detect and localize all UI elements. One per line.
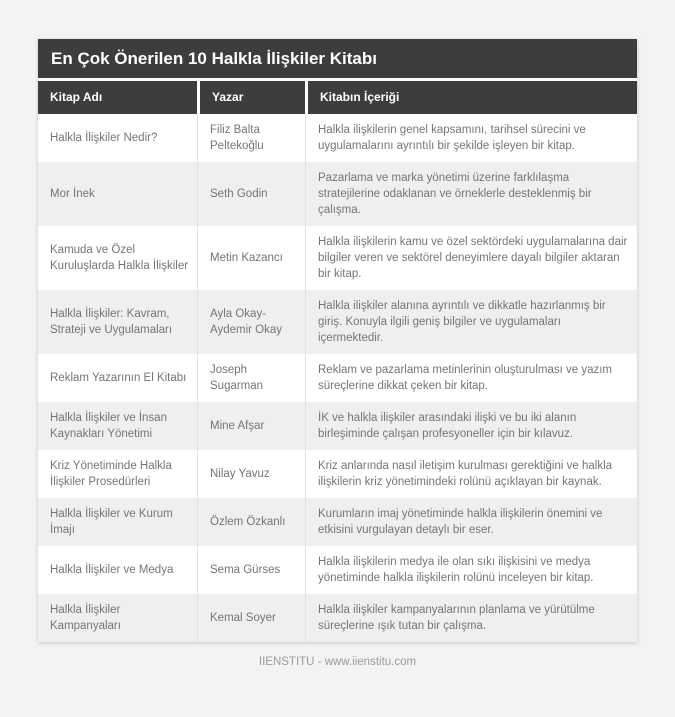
book-title-cell: Halkla İlişkiler: Kavram, Strateji ve Uygulamaları	[50, 308, 173, 336]
author-cell: Ayla Okay-Aydemir Okay	[197, 290, 305, 354]
table-row	[38, 162, 637, 226]
table-row	[38, 498, 637, 546]
table-row	[38, 290, 637, 354]
book-title-cell: Halkla İlişkiler ve Medya	[50, 564, 174, 576]
author-cell: Sema Gürses	[197, 546, 305, 594]
content-cell: Kriz anlarında nasıl iletişim kurulması gerektiğini ve halkla ilişkilerin kriz yönetimindeki rolünü açıklayan bir kaynak.	[305, 450, 637, 498]
book-table-card	[38, 39, 637, 642]
book-title-cell: Kamuda ve Özel Kuruluşlarda Halkla İlişkiler	[50, 244, 189, 272]
author-cell: Nilay Yavuz	[197, 450, 305, 498]
book-title-cell: Halkla İlişkiler ve Kurum İmajı	[50, 508, 173, 536]
column-header-kitap-adi: Kitap Adı	[38, 81, 197, 114]
table-row	[38, 594, 637, 642]
table-row	[38, 114, 637, 162]
table-row	[38, 226, 637, 290]
table-row	[38, 354, 637, 402]
author-cell: Kemal Soyer	[197, 594, 305, 642]
author-cell: Joseph Sugarman	[197, 354, 305, 402]
book-title-cell: Halkla İlişkiler Nedir?	[50, 132, 158, 144]
author-cell: Özlem Özkanlı	[197, 498, 305, 546]
content-cell: Reklam ve pazarlama metinlerinin oluşturulması ve yazım süreçlerine dikkat çeken bir kitap.	[305, 354, 637, 402]
footer-branding: IIENSTITU - www.iienstitu.com	[258, 656, 417, 668]
content-cell: Halkla ilişkilerin genel kapsamını, tarihsel sürecini ve uygulamalarını ayrıntılı bir şekilde işleyen bir kitap.	[305, 114, 637, 162]
content-cell: Halkla ilişkilerin kamu ve özel sektördeki uygulamalarına dair bilgiler veren ve sektörel deneyimlere dayalı bilgiler aktaran bir kitap.	[305, 226, 637, 290]
author-cell: Seth Godin	[197, 162, 305, 226]
author-cell: Mine Afşar	[197, 402, 305, 450]
content-cell: Kurumların imaj yönetiminde halkla ilişkilerin önemini ve etkisini vurgulayan detaylı bir eser.	[305, 498, 637, 546]
table-title: En Çok Önerilen 10 Halkla İlişkiler Kitabı	[38, 39, 637, 81]
content-cell: Halkla ilişkilerin medya ile olan sıkı ilişkisini ve medya yönetiminde halkla ilişkilerin rolünü inceleyen bir kitap.	[305, 546, 637, 594]
table-row	[38, 546, 637, 594]
book-title-cell: Reklam Yazarının El Kitabı	[50, 372, 187, 384]
book-title-cell: Kriz Yönetiminde Halkla İlişkiler Prosedürleri	[50, 460, 172, 488]
content-cell: İK ve halkla ilişkiler arasındaki ilişki ve bu iki alanın birleşiminde çalışan profesyoneller için bir kılavuz.	[305, 402, 637, 450]
book-title-cell: Mor İnek	[50, 188, 95, 200]
author-cell: Filiz Balta Peltekoğlu	[197, 114, 305, 162]
content-cell: Halkla ilişkiler alanına ayrıntılı ve dikkatle hazırlanmış bir giriş. Konuyla ilgili geniş bilgiler ve uygulamaları içermektedir.	[305, 290, 637, 354]
author-cell: Metin Kazancı	[197, 226, 305, 290]
column-header-yazar: Yazar	[197, 81, 305, 114]
book-title-cell: Halkla İlişkiler Kampanyaları	[50, 604, 121, 632]
table-row	[38, 402, 637, 450]
column-header-kitabin-icerigi: Kitabın İçeriği	[305, 81, 637, 114]
table-body	[38, 114, 637, 642]
content-cell: Halkla ilişkiler kampanyalarının planlama ve yürütülme süreçlerine ışık tutan bir çalışma.	[305, 594, 637, 642]
table-row	[38, 450, 637, 498]
content-cell: Pazarlama ve marka yönetimi üzerine farklılaşma stratejilerine odaklanan ve örneklerle desteklenmiş bir çalışma.	[305, 162, 637, 226]
book-title-cell: Halkla İlişkiler ve İnsan Kaynakları Yönetimi	[50, 412, 167, 440]
table-header-row	[38, 81, 637, 114]
